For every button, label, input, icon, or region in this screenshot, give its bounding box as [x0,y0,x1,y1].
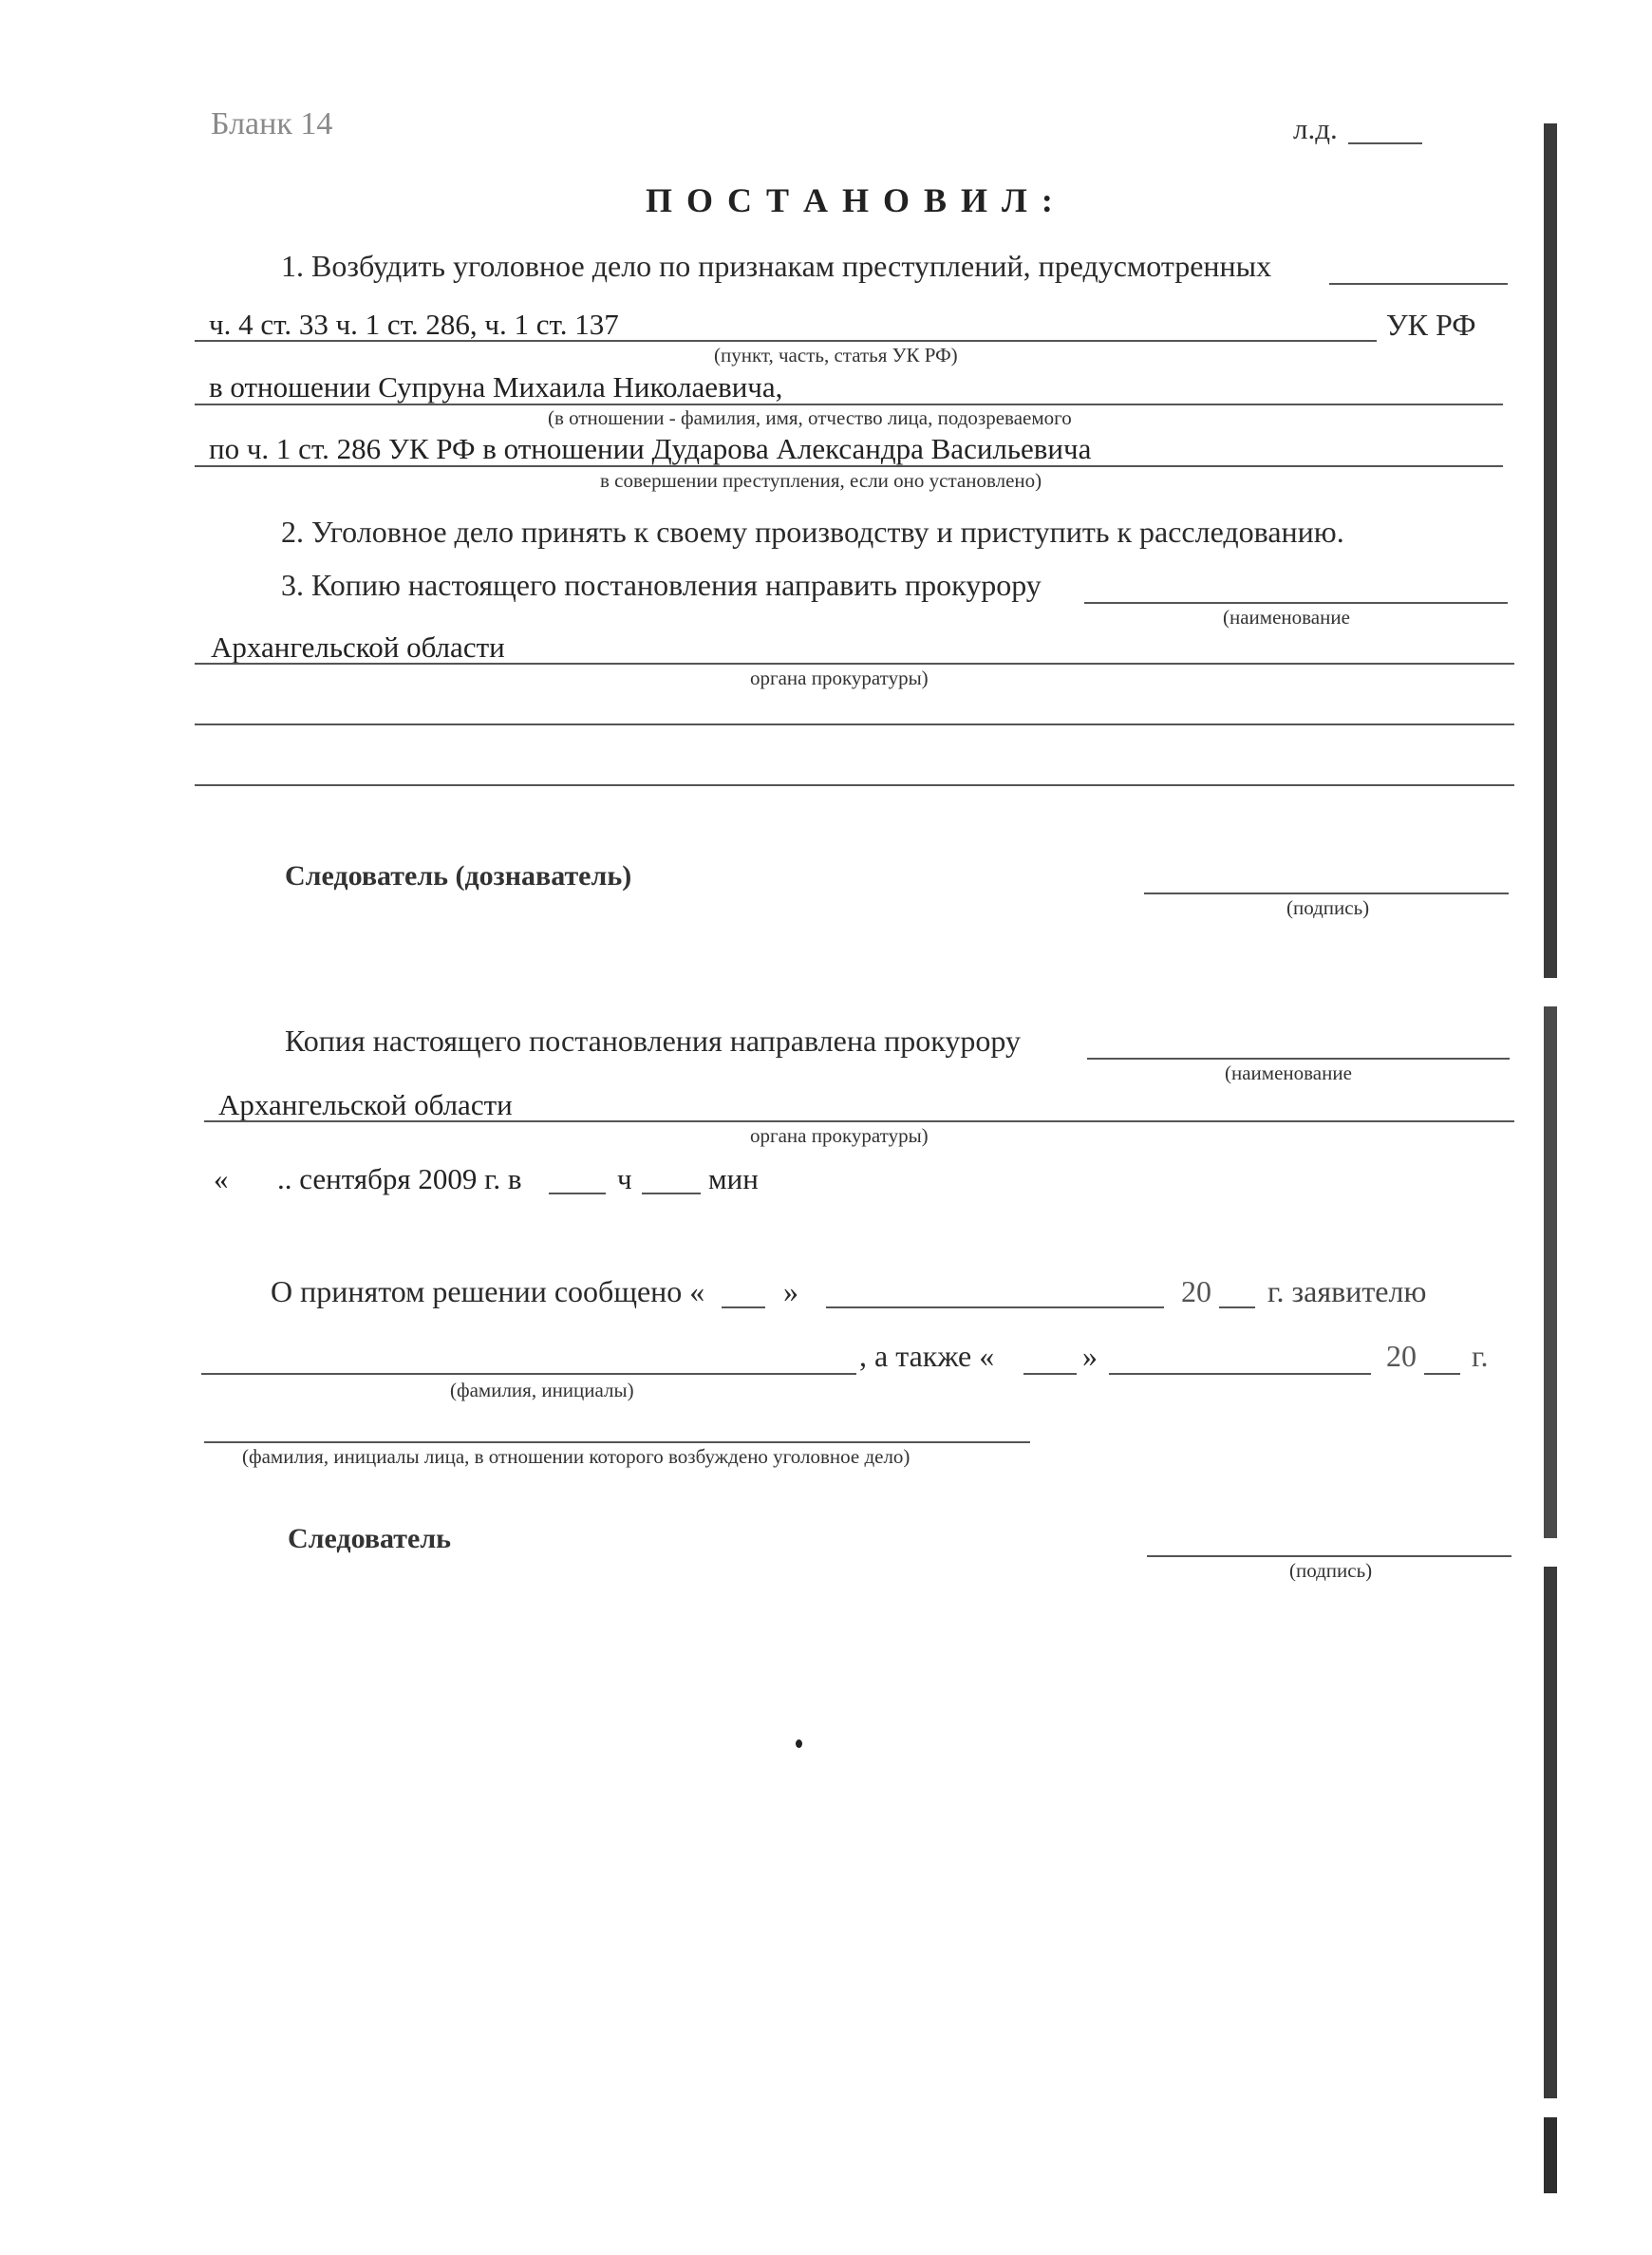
copy-sent-caption-top: (наименование [1225,1062,1352,1084]
person2-line [195,465,1503,467]
date-open-quote: « [214,1162,229,1195]
copy-sent-tail-line [1087,1058,1510,1060]
decision-year-prefix: 20 [1181,1274,1211,1308]
person2-caption: в совершении преступления, если оно установлено) [600,469,1042,492]
person-value: в отношении Супруна Михаила Николаевича, [209,370,783,404]
also-year-line [1424,1373,1460,1375]
minute-line [642,1193,701,1194]
decision-month-line [826,1306,1164,1308]
person-line [195,404,1503,405]
applicant-name-caption: (фамилия, инициалы) [450,1379,634,1401]
also-year-suffix: г. [1472,1339,1489,1373]
decision-text: О принятом решении сообщено « [271,1274,705,1308]
item3-caption-bottom: органа прокуратуры) [750,667,929,689]
blank-line-1 [195,723,1514,725]
decision-day-line [722,1306,765,1308]
also-close-quote: » [1082,1339,1098,1373]
articles-line [195,340,1377,342]
accused-name-caption: (фамилия, инициалы лица, в отношении которого возбуждено уголовное дело) [242,1445,910,1468]
item3-caption-top: (наименование [1223,606,1350,629]
item1-text: 1. Возбудить уголовное дело по признакам преступлений, предусмотренных [281,249,1272,283]
copy-sent-text: Копия настоящего постановления направлена прокурору [285,1024,1021,1058]
also-day-line [1023,1373,1077,1375]
decision-year-suffix: г. заявителю [1267,1274,1427,1308]
investigator2-label: Следователь [288,1523,452,1554]
minute-label: мин [708,1162,759,1195]
accused-name-line [204,1441,1030,1443]
investigator1-label: Следователь (дознаватель) [285,860,632,892]
also-year-prefix: 20 [1386,1339,1417,1373]
form-label: Бланк 14 [211,106,333,141]
decision-close-quote: » [783,1274,798,1308]
code-label: УК РФ [1386,308,1476,342]
date-text: .. сентября 2009 г. в [277,1162,522,1195]
decision-year-line [1219,1306,1255,1308]
applicant-name-line [201,1373,856,1375]
copy-sent-caption-bottom: органа прокуратуры) [750,1124,929,1147]
person-caption: (в отношении - фамилия, имя, отчество лица, подозреваемого [548,406,1072,429]
item3-text: 3. Копию настоящего постановления направить прокурору [281,568,1042,602]
item3-tail-line [1084,602,1508,604]
scan-binding-edge [1530,0,1568,2212]
investigator2-signature-line [1147,1555,1511,1557]
investigator2-signature-caption: (подпись) [1289,1559,1373,1582]
item1-tail-line [1329,283,1508,285]
articles-caption: (пункт, часть, статья УК РФ) [714,344,958,366]
page-title: П О С Т А Н О В И Л : [646,181,1056,219]
hour-label: ч [617,1162,632,1195]
sheet-label: л.д. [1293,112,1338,145]
sheet-number-line [1348,142,1422,144]
item2-text: 2. Уголовное дело принять к своему производству и приступить к расследованию. [281,515,1344,549]
item3-value: Архангельской области [211,630,505,664]
articles-value: ч. 4 ст. 33 ч. 1 ст. 286, ч. 1 ст. 137 [209,308,619,341]
hour-line [549,1193,606,1194]
also-text: , а также « [859,1339,995,1373]
also-month-line [1109,1373,1371,1375]
investigator1-signature-line [1144,893,1509,894]
copy-sent-value: Архангельской области [218,1088,513,1121]
copy-sent-value-line [204,1120,1514,1122]
item3-value-line [195,663,1514,665]
person2-value: по ч. 1 ст. 286 УК РФ в отношении Дударова Александра Васильевича [209,432,1092,465]
investigator1-signature-caption: (подпись) [1286,896,1370,919]
blank-line-2 [195,784,1514,786]
scan-speck [796,1739,802,1748]
